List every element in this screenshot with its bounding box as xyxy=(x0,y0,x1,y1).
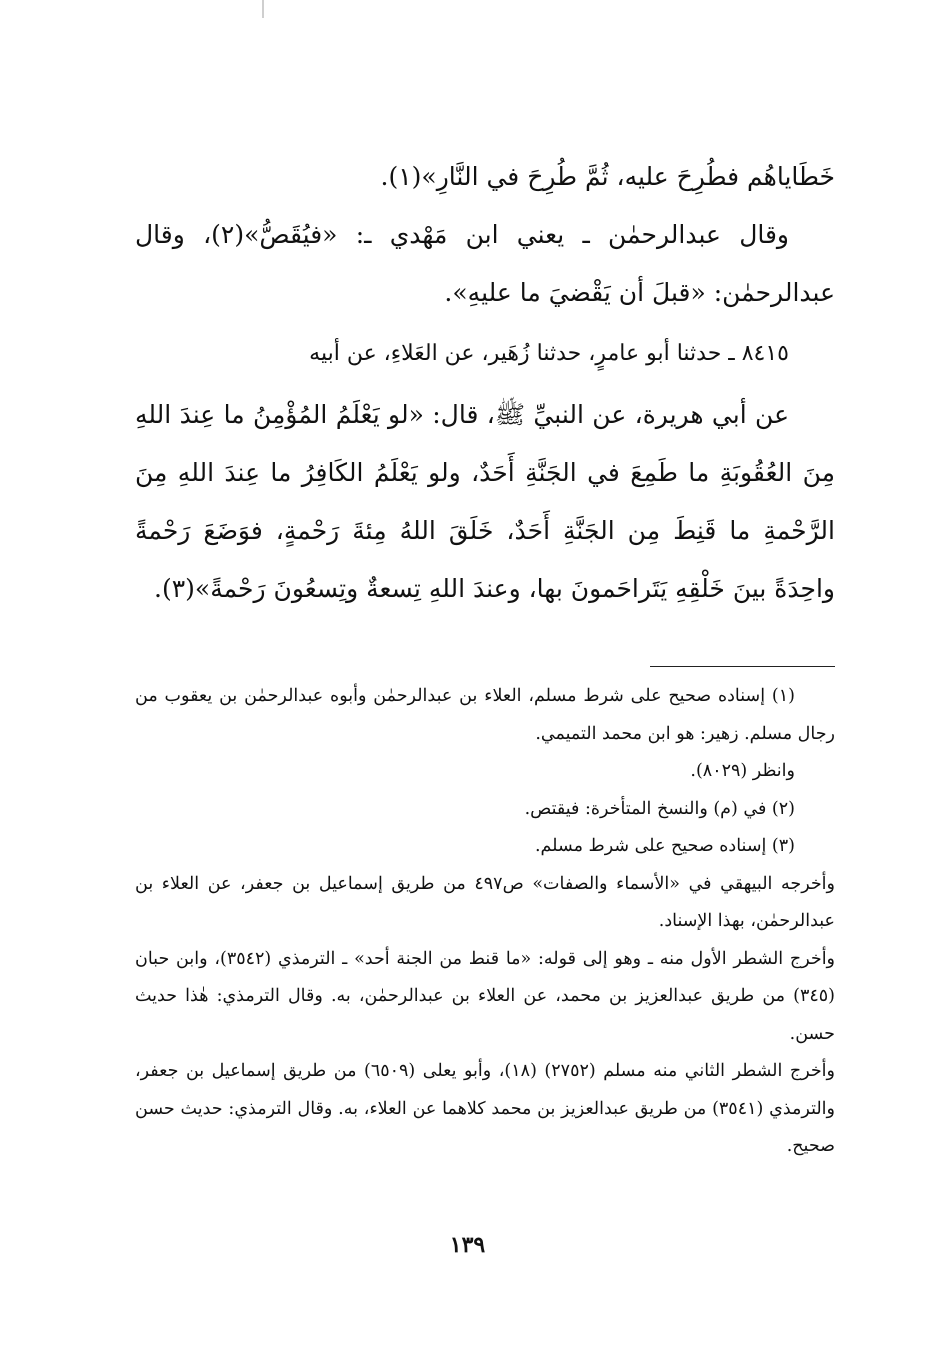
footnote-3-first-part: وأخرج الشطر الأول منه ـ وهو إلى قوله: «ما قنط من الجنة أحد» ـ الترمذي (٣٥٤٢)، وابن حبان (٣٤٥) من طريق عبدالعزيز بن محمد، عن العلاء بن عبدالرحمٰن، به. وقال الترمذي: هٰذا حديث حسن. xyxy=(135,948,836,1044)
footnote-2: (٢) في (م) والنسخ المتأخرة: فيقتص. xyxy=(524,798,795,819)
footnote-separator xyxy=(650,666,835,667)
footnote-1: (١) إسناده صحيح على شرط مسلم، العلاء بن عبدالرحمٰن وأبوه عبدالرحمٰن بن يعقوب من رجال مسلم. زهير: هو ابن محمد التميمي. xyxy=(135,686,835,744)
footnote-3-second-part: وأخرج الشطر الثاني منه مسلم (٢٧٥٢) (١٨)، وأبو يعلى (٦٥٠٩) من طريق إسماعيل بن جعفر، والترمذي (٣٥٤١) من طريق عبدالعزيز بن محمد كلاهما عن العلاء، به. وقال الترمذي: حديث حسن صحيح. xyxy=(135,1061,835,1156)
paragraph-abdurrahman: وقال عبدالرحمٰن ـ يعني ابن مَهْدي ـ: «فيُقَصُّ»(٢)، وقال عبدالرحمٰن: «قبلَ أن يَقْضيَ ما عليهِ». xyxy=(135,220,835,307)
hadith-8415-chain: ٨٤١٥ ـ حدثنا أبو عامرٍ، حدثنا زُهَير، عن العَلاءِ، عن أبيه xyxy=(309,341,789,366)
footnote-3: (٣) إسناده صحيح على شرط مسلم. xyxy=(534,836,795,856)
footnote-3-bayhaqi: وأخرجه البيهقي في «الأسماء والصفات» ص٤٩٧ من طريق إسماعيل بن جعفر، عن العلاء بن عبدالرحمٰن، بهذا الإسناد. xyxy=(135,873,835,931)
footnote-1-continued: وانظر (٨٠٢٩). xyxy=(690,761,795,781)
page-number: ١٣٩ xyxy=(449,1232,486,1258)
scan-edge-mark xyxy=(262,0,264,18)
footnotes xyxy=(135,678,835,1166)
main-text xyxy=(135,148,835,618)
paragraph-continuation: خَطَاياهُم فطُرِحَ عليه، ثُمَّ طُرِحَ في النَّارِ»(١). xyxy=(380,162,835,191)
hadith-8415-text: عن أبي هريرة، عن النبيِّ ﷺ، قال: «لو يَعْلَمُ المُؤْمِنُ ما عِندَ اللهِ مِنَ العُقُوبَةِ ما طَمِعَ في الجَنَّةِ أَحَدٌ، ولو يَعْلَمُ الكَافِرُ ما عِندَ اللهِ مِنَ الرَّحْمةِ ما قَنِطَ مِن الجَنَّةِ أَحَدٌ، خَلَقَ اللهُ مِئةَ رَحْمةٍ، فوَضَعَ رَحْمةً واحِدَةً بينَ خَلْقِهِ يَتَراحَمونَ بها، وعندَ اللهِ تِسعةٌ وتِسعُونَ رَحْمةً»(٣). xyxy=(135,400,835,603)
